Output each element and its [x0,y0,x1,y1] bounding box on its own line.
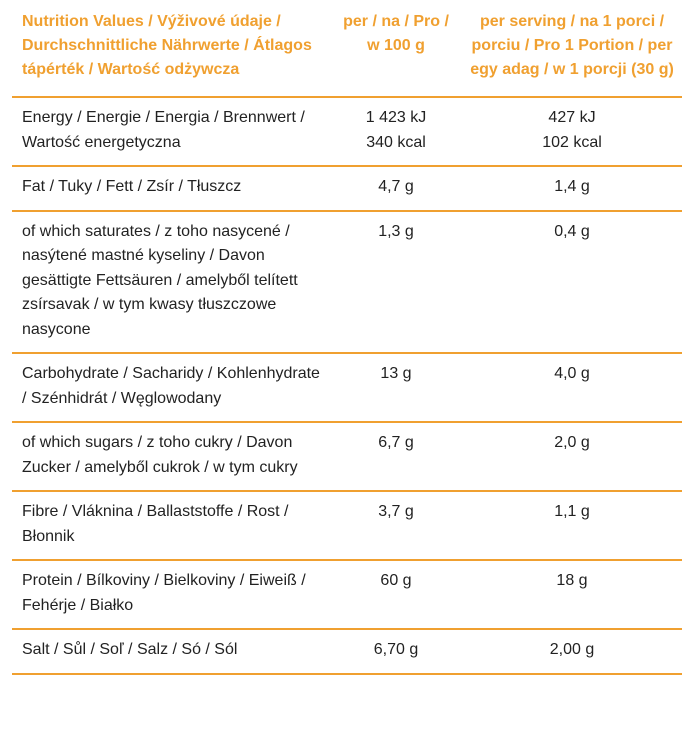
row-label: of which saturates / z toho nasycené / nasýtené mastné kyseliny / Davon gesättigte Fettsäuren / amelyből telített zsírsavak / w tym kwasy tłuszczowe nasycone [12,211,330,354]
table-header [12,8,682,97]
table-row-sugars [12,422,682,491]
row-value-per100: 13 g [330,353,460,422]
table-row-protein [12,560,682,629]
row-value-perserving: 2,00 g [460,629,682,674]
header-per-100g: per / na / Pro / w 100 g [330,8,460,97]
value-kcal: 102 kcal [542,133,602,151]
row-value-perserving: 18 g [460,560,682,629]
table-body [12,97,682,674]
row-label: of which sugars / z toho cukry / Davon Zucker / amelyből cukrok / w tym cukry [12,422,330,491]
value-kj: 427 kJ [548,109,596,126]
row-value-per100: 6,7 g [330,422,460,491]
row-value-per100: 4,7 g [330,166,460,211]
row-value-per100: 60 g [330,560,460,629]
row-value-perserving [460,97,682,166]
row-value-perserving: 0,4 g [460,211,682,354]
nutrition-table-container [12,0,682,675]
row-value-per100 [330,97,460,166]
row-value-per100: 1,3 g [330,211,460,354]
row-value-perserving: 4,0 g [460,353,682,422]
table-row-energy [12,97,682,166]
header-per-serving: per serving / na 1 porci / porciu / Pro 1 Portion / per egy adag / w 1 porcji (30 g) [460,8,682,97]
row-value-perserving: 2,0 g [460,422,682,491]
row-value-perserving: 1,4 g [460,166,682,211]
value-kcal: 340 kcal [366,133,426,151]
row-label: Salt / Sůl / Soľ / Salz / Só / Sól [12,629,330,674]
row-value-per100: 3,7 g [330,491,460,560]
row-label: Fat / Tuky / Fett / Zsír / Tłuszcz [12,166,330,211]
table-row-fibre [12,491,682,560]
header-row [12,8,682,97]
table-row-salt [12,629,682,674]
table-row-saturates [12,211,682,354]
nutrition-table [12,8,682,675]
row-label: Fibre / Vláknina / Ballaststoffe / Rost / Błonnik [12,491,330,560]
table-row-carbohydrate [12,353,682,422]
table-row-fat [12,166,682,211]
row-value-perserving: 1,1 g [460,491,682,560]
header-nutrition-values: Nutrition Values / Výživové údaje / Durchschnittliche Nährwerte / Átlagos tápérték / Wartość odżywcza [12,8,330,97]
row-label: Carbohydrate / Sacharidy / Kohlenhydrate / Szénhidrát / Węglowodany [12,353,330,422]
row-label: Energy / Energie / Energia / Brennwert / Wartość energetyczna [12,97,330,166]
value-kj: 1 423 kJ [365,109,427,126]
row-value-per100: 6,70 g [330,629,460,674]
row-label: Protein / Bílkoviny / Bielkoviny / Eiweiß / Fehérje / Białko [12,560,330,629]
